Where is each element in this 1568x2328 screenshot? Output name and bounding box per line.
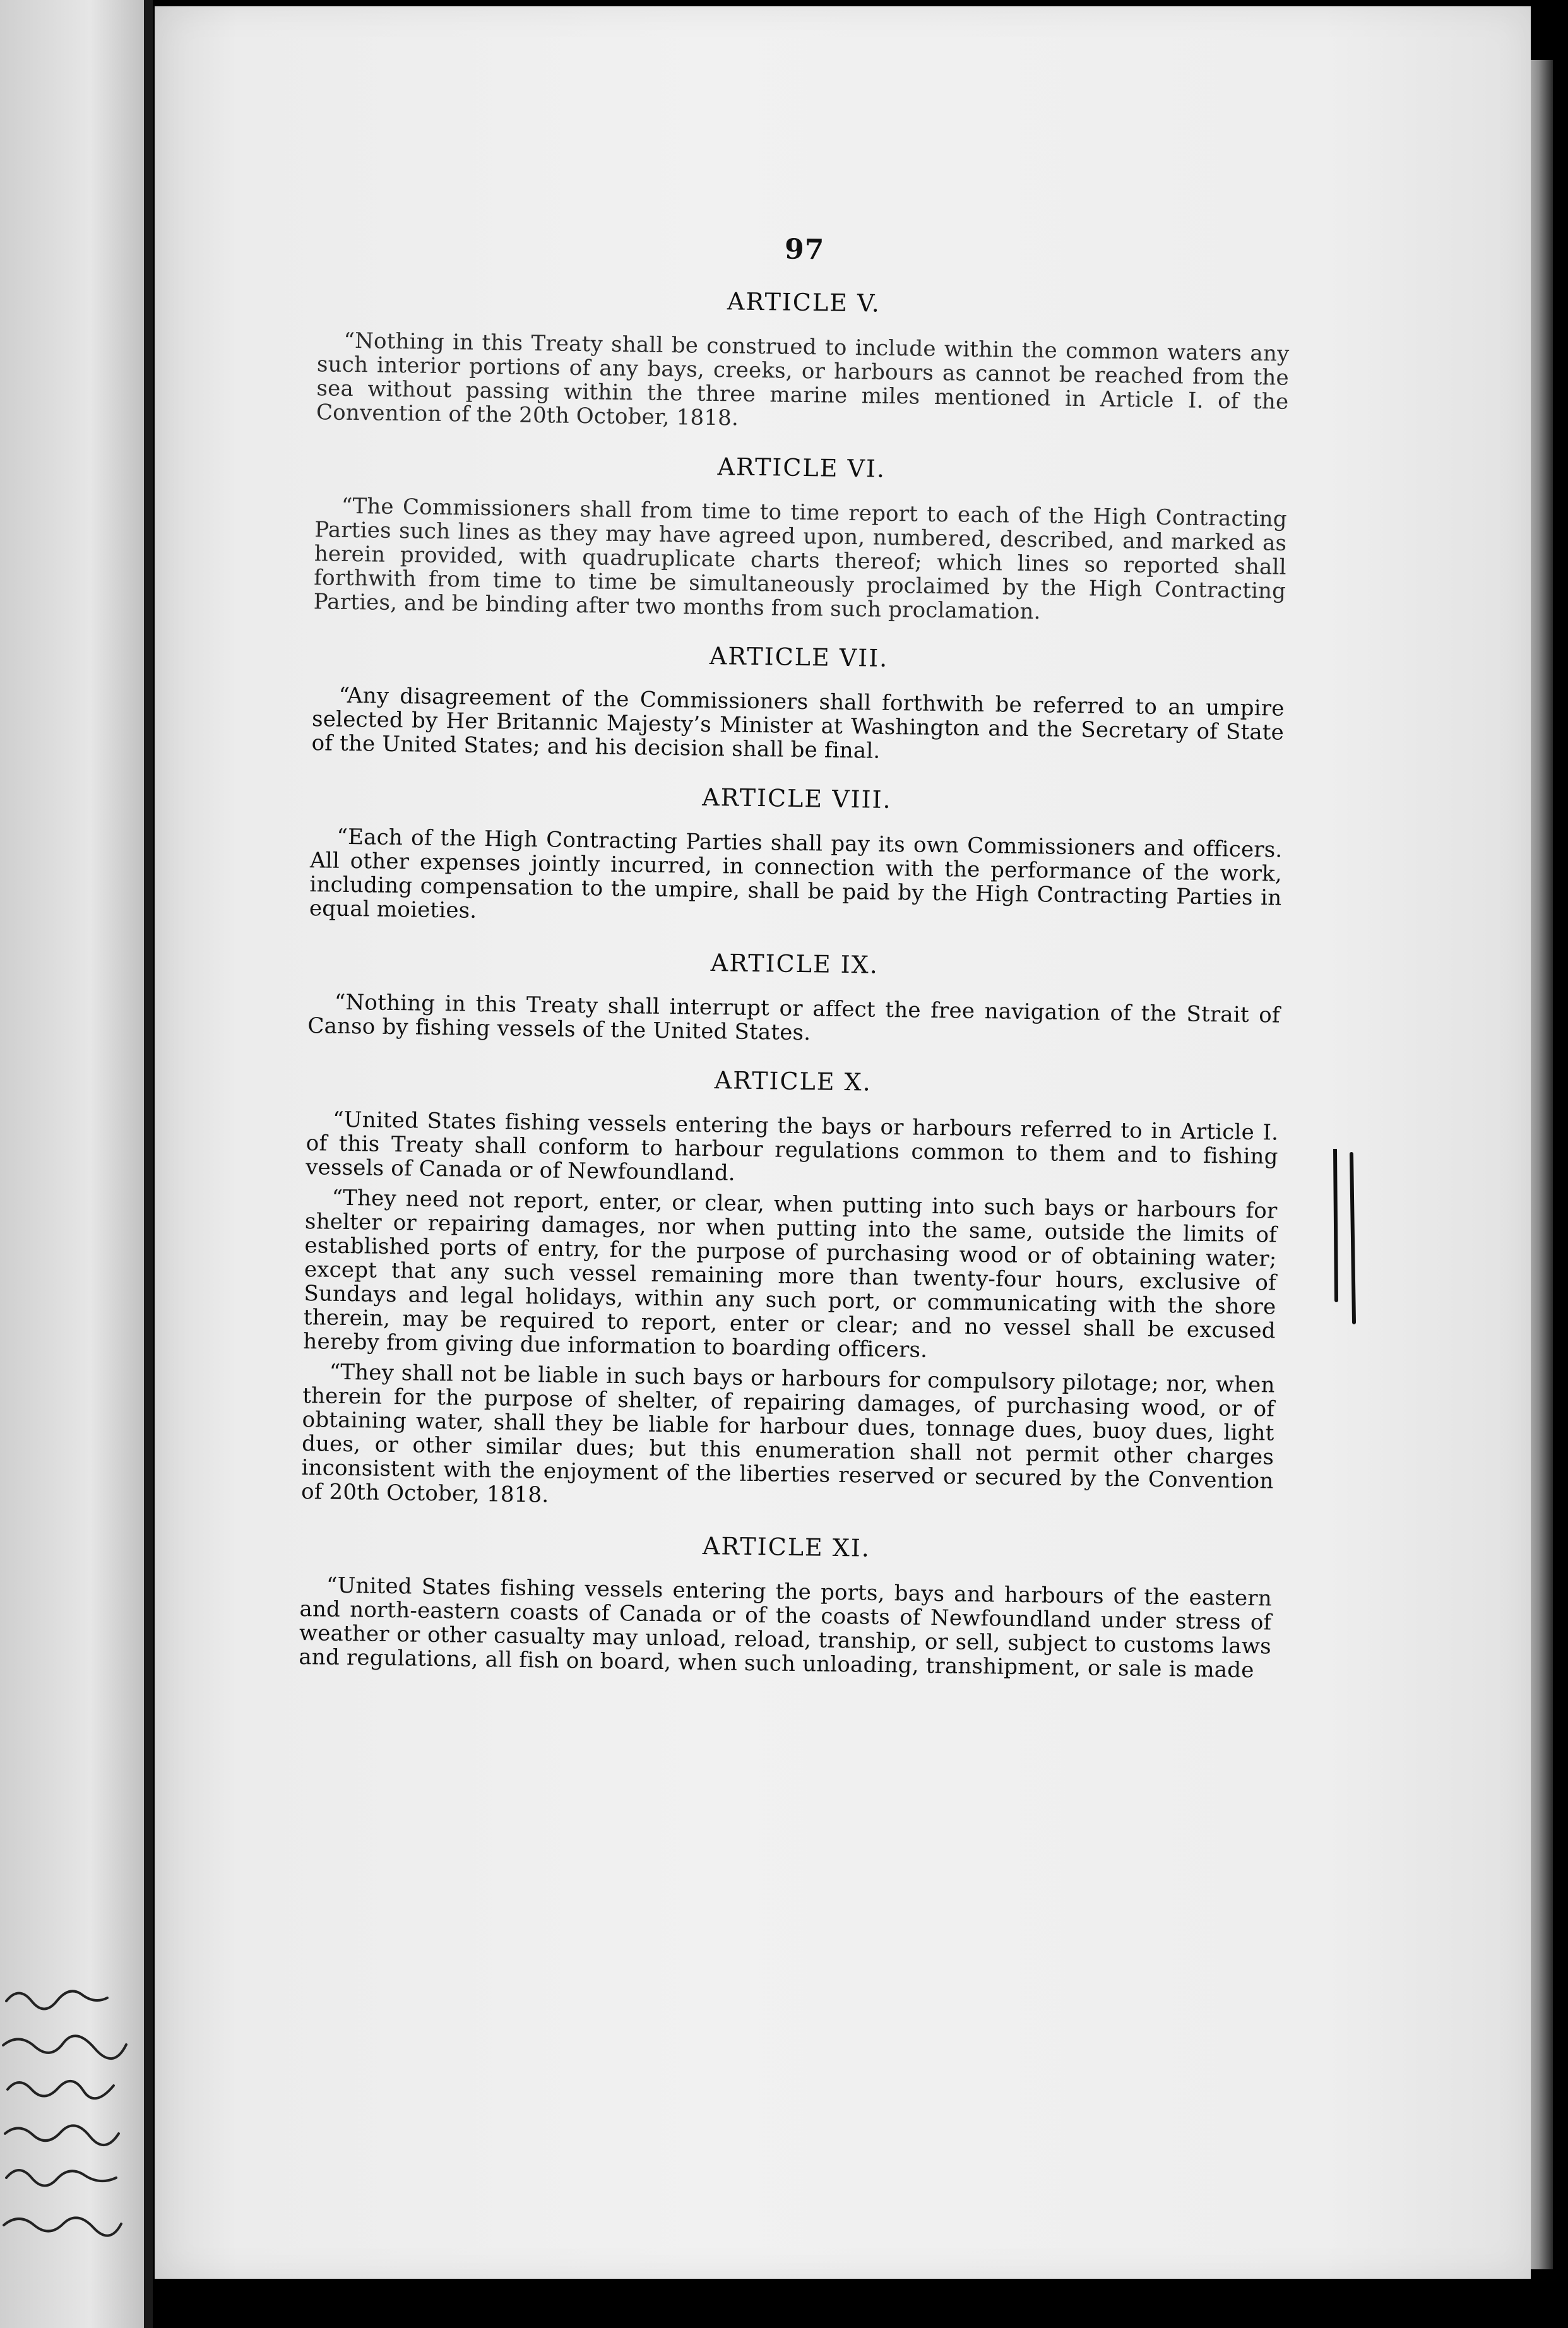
article-heading: ARTICLE X. bbox=[714, 1066, 872, 1096]
binding-edge bbox=[144, 0, 153, 2328]
facing-page bbox=[0, 0, 150, 2328]
document-page bbox=[155, 6, 1531, 2279]
article-heading: ARTICLE IX. bbox=[710, 949, 879, 979]
article-paragraph: “Any disagreement of the Commissioners shall forthwith be referred to an umpire selected by Her Britannic Majesty’s Minister at Washington and the Secretary of State of the United States; and his decision shall be final. bbox=[311, 682, 1285, 764]
article-heading: ARTICLE XI. bbox=[702, 1531, 871, 1562]
handwriting-scribble bbox=[0, 1976, 139, 2254]
article-heading: ARTICLE V. bbox=[727, 287, 881, 318]
article-heading: ARTICLE VIII. bbox=[701, 783, 893, 814]
article-paragraph: “They need not report, enter, or clear, when putting into such bays or harbours for shelter or repairing damages, nor when putting into the same, outside the limits of established ports of entry, for the purpose of purchasing wood or of obtaining water; except that any such vessel remaining more than twenty-four hours, exclusive of Sundays and legal holidays, within any such port, or communicating with the shore therein, may be required to report, enter or clear; and no vessel shall be excused hereby from giving due information to boarding officers. bbox=[303, 1185, 1278, 1363]
article-paragraph: “Nothing in this Treaty shall interrupt or affect the free navigation of the Strait of Canso by fishing vessels of the United States. bbox=[307, 989, 1281, 1046]
margin-marking bbox=[1329, 1149, 1360, 1326]
article-paragraph: “The Commissioners shall from time to time report to each of the High Contracting Parties such lines as they may have agreed upon, numbered, described, and marked as herein provided, with quadruplicate charts thereof; which lines so reported shall forthwith from time to time be simultaneously proclaimed by the High Contracting Parties, and be binding after two months from such proclamation. bbox=[313, 493, 1288, 625]
article-heading: ARTICLE VI. bbox=[717, 453, 886, 483]
article-paragraph: “Each of the High Contracting Parties shall pay its own Commissioners and officers. All other expenses jointly incurred, in connection with the performance of the work, including compensation to the umpire, shall be paid by the High Contracting Parties in equal moieties. bbox=[309, 824, 1283, 923]
article-paragraph: “United States fishing vessels entering the bays or harbours referred to in Article I. of this Treaty shall conform to harbour regulations common to them and to fishing vessels of Canada or of Newfoundland. bbox=[305, 1107, 1279, 1186]
article-paragraph: “United States fishing vessels entering the ports, bays and harbours of the eastern and north-eastern coasts of Canada or of the coasts of Newfoundland under stress of weather or other casualty may unload, reload, tranship, or sell, subject to customs laws and regulations, all fish on board, when such unloading, transhipment, or sale is made bbox=[299, 1572, 1273, 1684]
page-content bbox=[299, 227, 1291, 1689]
page-number: 97 bbox=[784, 233, 825, 266]
article-paragraph: “Nothing in this Treaty shall be construed to include within the common waters any such interior portions of any bays, creeks, or harbours as cannot be reached from the sea without passing within the three marine miles mentioned in Article I. of the Convention of the 20th October, 1818. bbox=[316, 328, 1290, 431]
article-paragraph: “They shall not be liable in such bays or harbours for compulsory pilotage; nor, when therein for the purpose of shelter, of repairing damages, of purchasing wood, or of obtaining water, shall they be liable for harbour dues, tonnage dues, buoy dues, light dues, or other similar dues; but this enumeration shall not permit other charges inconsistent with the enjoyment of the liberties reserved or secured by the Convention of 20th October, 1818. bbox=[300, 1359, 1275, 1508]
article-heading: ARTICLE VII. bbox=[709, 641, 889, 672]
